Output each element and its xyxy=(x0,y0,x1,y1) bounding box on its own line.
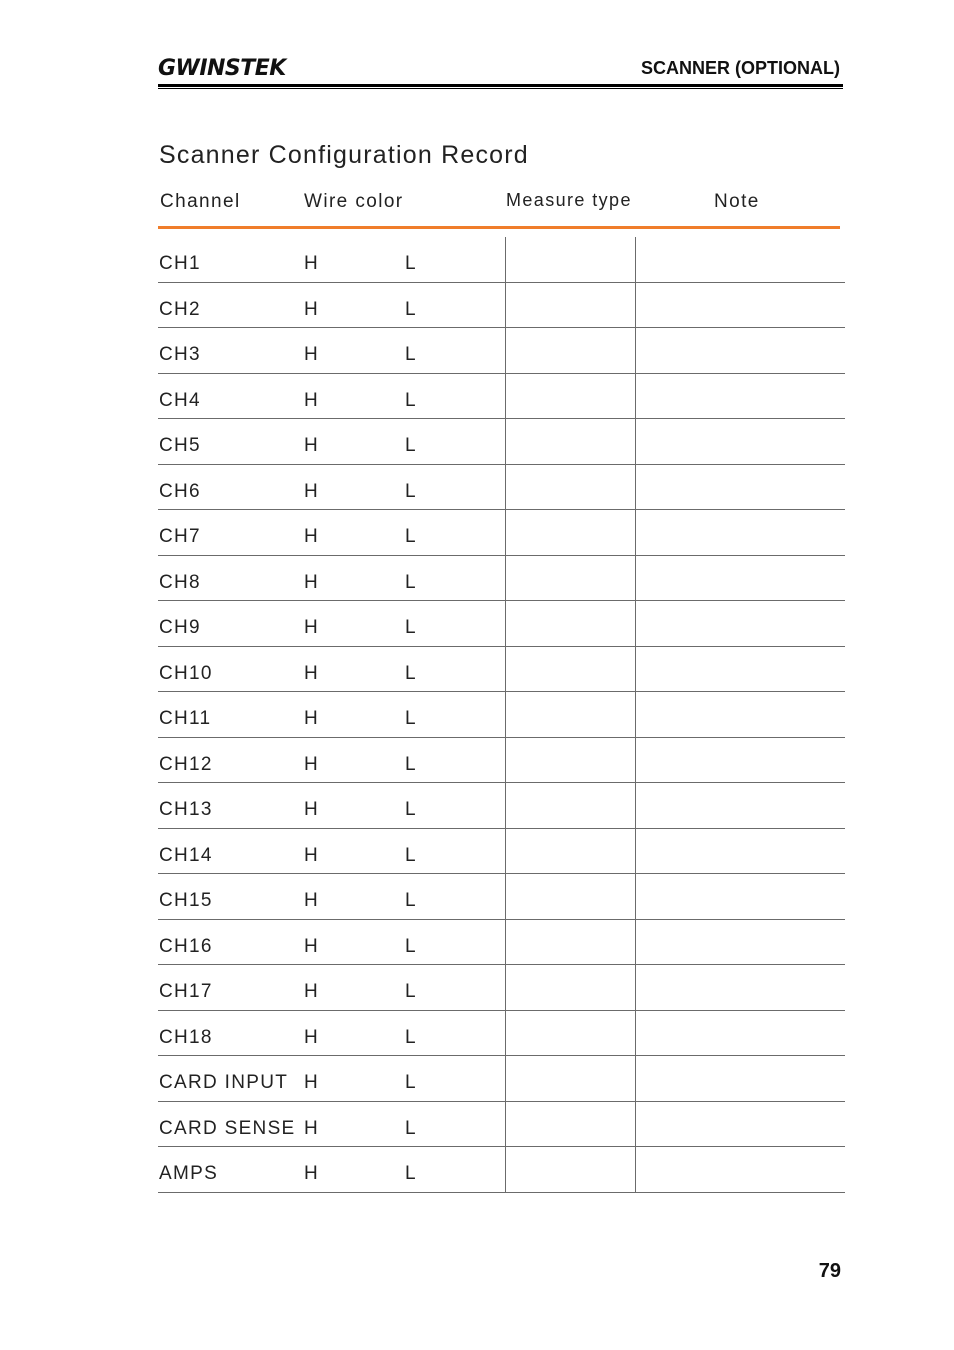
channel-cell: CH5 xyxy=(159,435,201,456)
wire-high-cell: H xyxy=(304,799,320,820)
channel-cell: CH3 xyxy=(159,344,201,365)
measure-type-cell xyxy=(505,692,506,738)
table-row xyxy=(158,647,845,693)
table-row xyxy=(158,601,845,647)
wire-low-cell: L xyxy=(405,344,417,365)
channel-cell: CH12 xyxy=(159,753,213,775)
wire-high-cell: H xyxy=(304,662,320,684)
measure-type-cell xyxy=(505,965,506,1011)
wire-low-cell: L xyxy=(405,1117,417,1139)
wire-high-cell: H xyxy=(304,298,320,320)
table-row xyxy=(158,829,845,875)
note-cell xyxy=(635,1056,636,1102)
note-cell xyxy=(635,374,636,420)
table-row xyxy=(158,419,845,465)
table-row xyxy=(158,783,845,829)
wire-low-cell: L xyxy=(405,890,417,911)
wire-high-cell: H xyxy=(304,890,320,911)
note-cell xyxy=(635,647,636,693)
wire-low-cell: L xyxy=(405,389,417,411)
wire-high-cell: H xyxy=(304,389,320,411)
section-title: SCANNER (OPTIONAL) xyxy=(641,58,840,78)
measure-type-cell xyxy=(505,556,506,602)
measure-type-cell xyxy=(505,465,506,511)
table-row xyxy=(158,692,845,738)
wire-high-cell: H xyxy=(304,1163,320,1184)
channel-cell: CH17 xyxy=(159,981,213,1002)
wire-low-cell: L xyxy=(405,1163,417,1184)
measure-type-cell xyxy=(505,374,506,420)
note-cell xyxy=(635,783,636,829)
table-row xyxy=(158,965,845,1011)
note-cell xyxy=(635,328,636,374)
column-header-wire-color: Wire color xyxy=(304,191,404,212)
measure-type-cell xyxy=(505,419,506,465)
channel-cell: CH6 xyxy=(159,480,201,502)
wire-low-cell: L xyxy=(405,753,417,775)
note-cell xyxy=(635,1102,636,1148)
note-cell xyxy=(635,556,636,602)
header-rule-thick xyxy=(158,84,843,87)
wire-low-cell: L xyxy=(405,1072,417,1093)
measure-type-cell xyxy=(505,738,506,784)
measure-type-cell xyxy=(505,829,506,875)
wire-high-cell: H xyxy=(304,844,320,866)
wire-high-cell: H xyxy=(304,1117,320,1139)
measure-type-cell xyxy=(505,647,506,693)
measure-type-cell xyxy=(505,1056,506,1102)
note-cell xyxy=(635,920,636,966)
channel-cell: CARD INPUT xyxy=(159,1072,289,1093)
table-row xyxy=(158,738,845,784)
channel-cell: CH16 xyxy=(159,935,213,957)
table-row xyxy=(158,1102,845,1148)
channel-cell: CH14 xyxy=(159,844,213,866)
wire-low-cell: L xyxy=(405,708,417,729)
wire-high-cell: H xyxy=(304,435,320,456)
note-cell xyxy=(635,829,636,875)
table-row xyxy=(158,283,845,329)
wire-high-cell: H xyxy=(304,1072,320,1093)
note-cell xyxy=(635,874,636,920)
channel-cell: CH1 xyxy=(159,253,201,274)
note-cell xyxy=(635,1011,636,1057)
note-cell xyxy=(635,283,636,329)
table-row xyxy=(158,328,845,374)
wire-high-cell: H xyxy=(304,571,320,593)
channel-cell: CARD SENSE xyxy=(159,1117,296,1139)
wire-high-cell: H xyxy=(304,981,320,1002)
wire-low-cell: L xyxy=(405,298,417,320)
header-rule-thin xyxy=(158,88,843,89)
measure-type-cell xyxy=(505,237,506,283)
wire-high-cell: H xyxy=(304,344,320,365)
wire-high-cell: H xyxy=(304,617,320,638)
wire-high-cell: H xyxy=(304,708,320,729)
channel-cell: CH4 xyxy=(159,389,201,411)
measure-type-cell xyxy=(505,874,506,920)
note-cell xyxy=(635,1147,636,1193)
note-cell xyxy=(635,738,636,784)
table-row xyxy=(158,874,845,920)
gwinstek-logo: GWINSTEK xyxy=(158,56,286,81)
wire-high-cell: H xyxy=(304,753,320,775)
wire-low-cell: L xyxy=(405,662,417,684)
wire-low-cell: L xyxy=(405,981,417,1002)
table-row xyxy=(158,1147,845,1193)
channel-cell: CH18 xyxy=(159,1026,213,1048)
channel-cell: AMPS xyxy=(159,1163,219,1184)
note-cell xyxy=(635,465,636,511)
channel-cell: CH15 xyxy=(159,890,213,911)
measure-type-cell xyxy=(505,601,506,647)
measure-type-cell xyxy=(505,1102,506,1148)
note-cell xyxy=(635,601,636,647)
channel-cell: CH7 xyxy=(159,526,201,547)
table-row xyxy=(158,510,845,556)
wire-high-cell: H xyxy=(304,480,320,502)
note-cell xyxy=(635,510,636,556)
table-row xyxy=(158,920,845,966)
column-header-measure-type: Measure type xyxy=(506,190,632,210)
measure-type-cell xyxy=(505,283,506,329)
column-header-channel: Channel xyxy=(160,191,241,212)
note-cell xyxy=(635,419,636,465)
wire-high-cell: H xyxy=(304,526,320,547)
table-row xyxy=(158,1011,845,1057)
page-header xyxy=(158,55,843,89)
channel-cell: CH9 xyxy=(159,617,201,638)
wire-low-cell: L xyxy=(405,1026,417,1048)
measure-type-cell xyxy=(505,1011,506,1057)
page-title: Scanner Configuration Record xyxy=(159,141,529,169)
wire-low-cell: L xyxy=(405,799,417,820)
channel-cell: CH10 xyxy=(159,662,213,684)
page-number: 79 xyxy=(818,1260,841,1282)
wire-low-cell: L xyxy=(405,480,417,502)
table-row xyxy=(158,556,845,602)
wire-low-cell: L xyxy=(405,435,417,456)
note-cell xyxy=(635,692,636,738)
measure-type-cell xyxy=(505,328,506,374)
table-row xyxy=(158,237,845,283)
header-accent-rule xyxy=(158,226,840,229)
column-header-note: Note xyxy=(714,191,760,212)
wire-low-cell: L xyxy=(405,253,417,274)
measure-type-cell xyxy=(505,1147,506,1193)
table-row xyxy=(158,465,845,511)
table-row xyxy=(158,374,845,420)
measure-type-cell xyxy=(505,510,506,556)
record-table xyxy=(158,237,845,1193)
note-cell xyxy=(635,965,636,1011)
table-row xyxy=(158,1056,845,1102)
wire-low-cell: L xyxy=(405,844,417,866)
channel-cell: CH2 xyxy=(159,298,201,320)
wire-low-cell: L xyxy=(405,617,417,638)
measure-type-cell xyxy=(505,783,506,829)
wire-low-cell: L xyxy=(405,526,417,547)
wire-low-cell: L xyxy=(405,935,417,957)
wire-low-cell: L xyxy=(405,571,417,593)
wire-high-cell: H xyxy=(304,1026,320,1048)
channel-cell: CH13 xyxy=(159,799,213,820)
channel-cell: CH8 xyxy=(159,571,201,593)
wire-high-cell: H xyxy=(304,253,320,274)
channel-cell: CH11 xyxy=(159,708,212,729)
note-cell xyxy=(635,237,636,283)
wire-high-cell: H xyxy=(304,935,320,957)
measure-type-cell xyxy=(505,920,506,966)
